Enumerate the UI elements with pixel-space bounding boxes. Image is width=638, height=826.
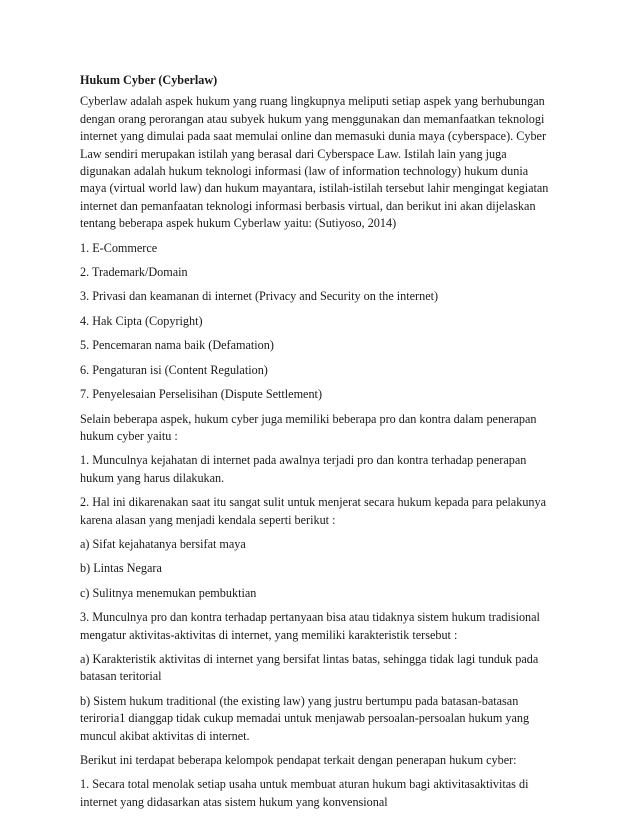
- text-line: Berikut ini terdapat beberapa kelompok pendapat terkait dengan penerapan hukum cyber:: [80, 753, 517, 767]
- text-line: 2. Hal ini dikarenakan saat itu sangat sulit untuk menjerat secara hukum kepada para pelakunya: [80, 495, 547, 510]
- text-line: muncul akibat aktivitas di internet.: [80, 728, 250, 743]
- text-line: c) Sulitnya menemukan pembuktian: [80, 585, 257, 600]
- paragraph: [80, 313, 570, 330]
- paragraph: [80, 452, 570, 487]
- text-line: maya (virtual world law) dan hukum mayantara, istilah-istilah tersebut lahir mengingat kegiatan: [80, 181, 549, 196]
- paragraph: [80, 776, 570, 811]
- text-line: hukum yang harus dilakukan.: [80, 470, 225, 485]
- text-line: teriroria1 dianggap tidak cukup memadai untuk menjawab persoalan-persoalan hukum yang: [80, 711, 530, 726]
- paragraph: [80, 264, 570, 281]
- paragraph: [80, 560, 570, 577]
- paragraph: [80, 362, 570, 379]
- text-line: digunakan adalah hukum teknologi informasi (law of information technology) hukum dunia: [80, 164, 529, 179]
- text-line: 1. E-Commerce: [80, 240, 158, 255]
- paragraph: [80, 494, 570, 529]
- paragraph: [80, 288, 570, 305]
- text-line: Selain beberapa aspek, hukum cyber juga memiliki beberapa pro dan kontra dalam penerapan: [80, 411, 537, 426]
- text-line: 7. Penyelesaian Perselisihan (Dispute Settlement): [80, 387, 323, 402]
- text-line: a) Karakteristik aktivitas di internet yang bersifat lintas batas, sehingga tidak lagi tunduk pada: [80, 651, 539, 666]
- text-line: mengatur aktivitas-aktivitas di internet, yang memiliki karakteristik tersebut :: [80, 627, 458, 642]
- text-line: 1. Secara total menolak setiap usaha untuk membuat aturan hukum bagi aktivitasaktivitas di: [80, 777, 529, 792]
- text-line: tentang beberapa aspek hukum Cyberlaw yaitu: (Sutiyoso, 2014): [80, 216, 397, 231]
- document-content: [80, 72, 570, 818]
- paragraph: [80, 536, 570, 553]
- text-line: 2. Trademark/Domain: [80, 265, 188, 280]
- text-line: 3. Munculnya pro dan kontra terhadap pertanyaan bisa atau tidaknya sistem hukum tradisional: [80, 610, 540, 625]
- text-line: Law sendiri merupakan istilah yang berasal dari Cyberspace Law. Istilah lain yang juga: [80, 146, 507, 161]
- text-line: b) Sistem hukum traditional (the existing law) yang justru bertumpu pada batasan-batasan: [80, 693, 519, 708]
- paragraph: [80, 411, 570, 446]
- text-line: 5. Pencemaran nama baik (Defamation): [80, 338, 274, 353]
- paragraph: [80, 693, 570, 745]
- document-title: Hukum Cyber (Cyberlaw): [80, 73, 218, 87]
- text-line: batasan teritorial: [80, 669, 162, 684]
- text-line: 6. Pengaturan isi (Content Regulation): [80, 362, 268, 377]
- text-line: dengan orang perorangan atau subyek hukum yang menggunakan dan memanfaatkan teknologi: [80, 111, 545, 126]
- paragraph: [80, 585, 570, 602]
- paragraph: [80, 93, 570, 232]
- text-line: a) Sifat kejahatanya bersifat maya: [80, 536, 246, 551]
- text-line: 4. Hak Cipta (Copyright): [80, 313, 203, 328]
- text-line: hukum cyber yaitu :: [80, 428, 178, 443]
- text-line: internet yang didasarkan atas sistem hukum yang konvensional: [80, 794, 388, 809]
- paragraph: [80, 386, 570, 403]
- paragraph: [80, 337, 570, 354]
- paragraph: [80, 240, 570, 257]
- paragraph: [80, 609, 570, 644]
- paragraph: [80, 752, 570, 769]
- text-line: Cyberlaw adalah aspek hukum yang ruang lingkupnya meliputi setiap aspek yang berhubungan: [80, 94, 545, 109]
- paragraph-list: [80, 93, 570, 811]
- text-line: internet yang dimulai pada saat memulai online dan memasuki dunia maya (cyberspace). Cyber: [80, 129, 547, 144]
- text-line: b) Lintas Negara: [80, 561, 162, 576]
- text-line: 3. Privasi dan keamanan di internet (Privacy and Security on the internet): [80, 289, 439, 304]
- text-line: karena alasan yang menjadi kendala seperti berikut :: [80, 512, 336, 527]
- text-line: internet dan pemanfaatan teknologi informasi berbasis virtual, dan berikut ini akan dijelaskan: [80, 198, 536, 213]
- paragraph: [80, 651, 570, 686]
- text-line: 1. Munculnya kejahatan di internet pada awalnya terjadi pro dan kontra terhadap penerapan: [80, 453, 527, 468]
